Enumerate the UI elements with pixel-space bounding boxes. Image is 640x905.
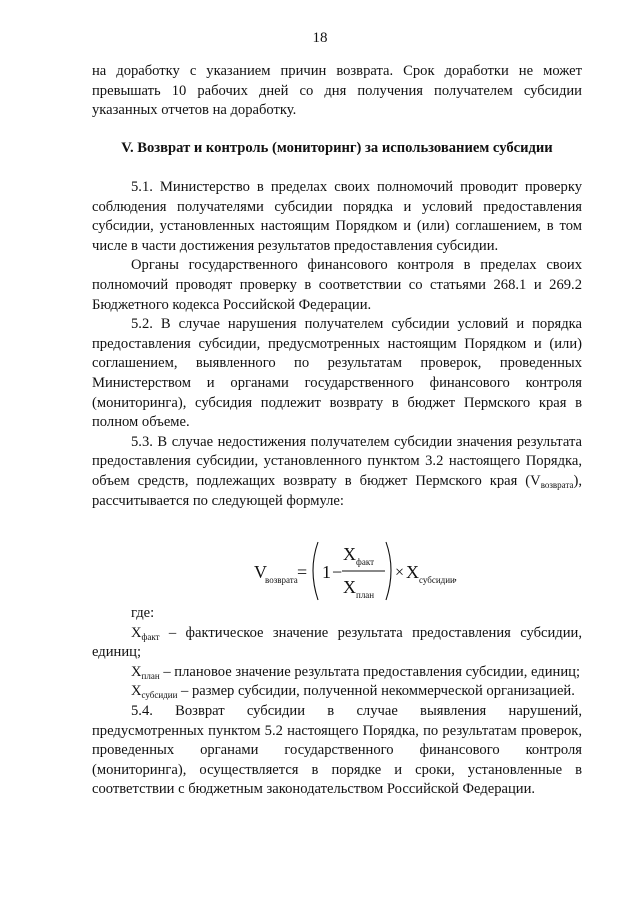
definition-plan-symbol: X — [131, 663, 142, 680]
definition-plan-sub: план — [141, 670, 160, 681]
formula-denominator-sub: план — [356, 590, 375, 600]
formula-numerator-sub: факт — [356, 557, 375, 567]
paragraph-5-1: 5.1. Министерство в пределах своих полномочий проводит проверку соблюдения получателями субсидии порядка и условий предоставления субсидии, установленных настоящим Порядком и (или) соглашением, в том числе в части достижения результатов предоставления субсидии. — [92, 179, 582, 254]
section-body — [92, 178, 582, 511]
section-heading: V. Возврат и контроль (мониторинг) за использованием субсидии — [121, 140, 553, 156]
definition-subsidy-text: – размер субсидии, полученной некоммерческой организацией. — [177, 683, 575, 700]
formula-minus: − — [332, 562, 343, 582]
definition-subsidy-symbol: X — [131, 683, 142, 700]
formula-numerator: X — [343, 544, 356, 564]
paragraph-5-2: 5.2. В случае нарушения получателем субсидии условий и порядка предоставления субсидии, предусмотренных настоящим Порядком и (или) соглашением, выявленного по результатам проверок, проведенных Министерством и органами государственного финансового контроля (мониторинга), субсидия подлежит возврату в бюджет Пермского края в полном объеме. — [92, 316, 582, 431]
paragraph-5-4: 5.4. Возврат субсидии в случае выявления нарушений, предусмотренных пунктом 5.2 настоящего Порядка, по результатам проверок, проведенных органами государственного финансового контроля (мониторинга), осуществляется в порядке и сроки, установленные в соответствии с бюджетным законодательством Российской Федерации. — [92, 702, 582, 798]
intro-text: на доработку с указанием причин возврата. Срок доработки не может превышать 10 рабочих дней со дня получения получателем субсидии указанных отчетов на доработку. — [92, 63, 582, 119]
intro-paragraph — [92, 62, 582, 121]
definition-fact-text: – фактическое значение результата предоставления субсидии, единиц; — [92, 624, 582, 661]
definitions-block — [92, 604, 582, 800]
formula-equals: = — [297, 562, 308, 582]
definition-fact — [92, 624, 582, 663]
definition-fact-symbol: X — [131, 624, 142, 641]
where-label: где: — [131, 605, 155, 621]
definition-fact-sub: факт — [141, 631, 160, 642]
formula-factor-sub: субсидии — [419, 575, 455, 585]
formula-one: 1 — [322, 562, 331, 582]
definition-subsidy-sub: субсидии — [141, 690, 178, 701]
paragraph-5-1-control: Органы государственного финансового контроля в пределах своих полномочий проводят проверку в соответствии со статьями 268.1 и 269.2 Бюджетного кодекса Российской Федерации. — [92, 257, 582, 313]
formula-graphic — [0, 538, 640, 606]
paragraph-5-3-text-end: ), рассчитывается по следующей формуле: — [92, 472, 582, 509]
paragraph-5-3 — [92, 433, 582, 511]
formula-factor: X — [406, 562, 419, 582]
paragraph-5-3-subscript: возврата — [540, 479, 574, 490]
definition-subsidy — [92, 682, 582, 702]
formula-lhs-sub: возврата — [265, 575, 298, 585]
formula-comma: , — [454, 569, 457, 583]
definition-plan — [92, 663, 582, 683]
page-number: 18 — [312, 30, 328, 46]
formula-times: × — [395, 564, 405, 581]
formula-left-paren — [313, 542, 318, 600]
definition-plan-text: – плановое значение результата предоставления субсидии, единиц; — [159, 663, 581, 680]
paragraph-5-3-text-start: 5.3. В случае недостижения получателем субсидии значения результата предоставления субсидии, установленного пунктом 3.2 настоящего Порядка, объем средств, подлежащих возврату в бюджет Пермского края (V — [92, 433, 582, 489]
formula-denominator: X — [343, 577, 356, 597]
refund-formula — [0, 538, 640, 606]
formula-lhs: V — [254, 562, 267, 582]
formula-right-paren — [386, 542, 391, 600]
